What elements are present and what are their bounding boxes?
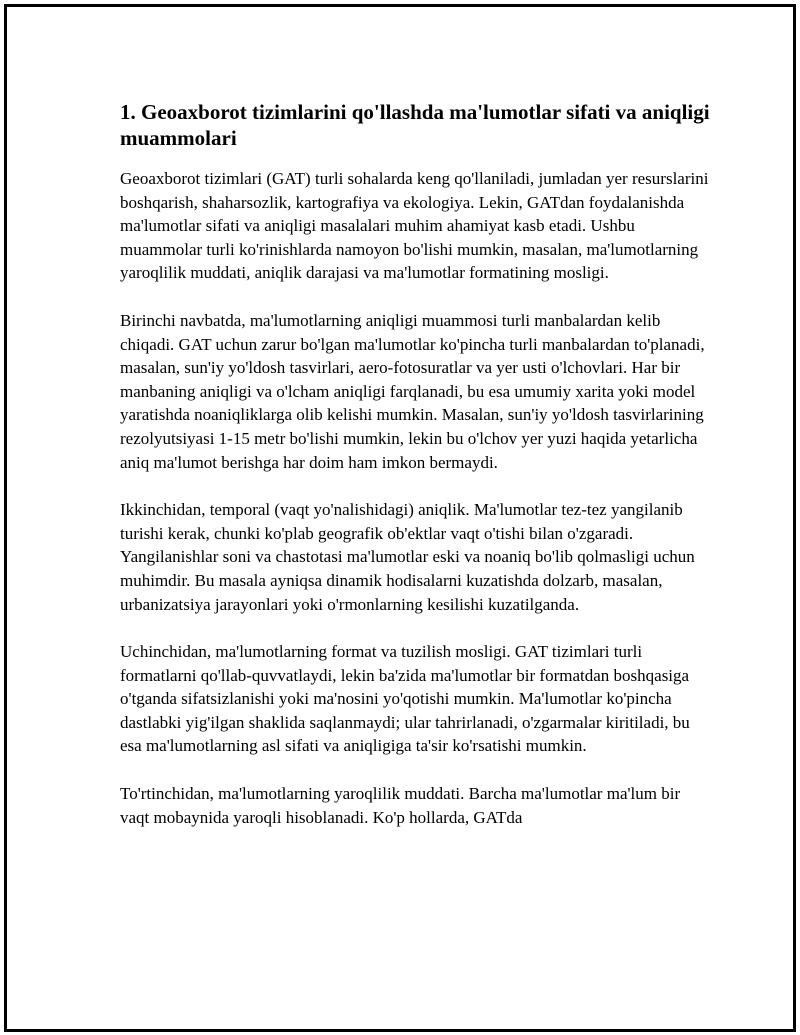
paragraph-first-point: Birinchi navbatda, ma'lumotlarning aniqligi muammosi turli manbalardan kelib chiqadi. GAT uchun zarur bo'lgan ma'lumotlar ko'pincha turli manbalardan to'planadi, masalan, sun'iy yo'ldosh tasvirlari, aero-fotosuratlar va yer usti o'lchovlari. Har bir manbaning aniqligi va o'lcham aniqligi farqlanadi, bu esa umumiy xarita yoki model yaratishda noaniqliklarga olib kelishi mumkin. Masalan, sun'iy yo'ldosh tasvirlarining rezolyutsiyasi 1-15 metr bo'lishi mumkin, lekin bu o'lchov yer yuzi haqida yetarlicha aniq ma'lumot berishga har doim ham imkon bermaydi. [120, 310, 705, 472]
document-body [120, 99, 710, 853]
section-heading: 1. Geoaxborot tizimlarini qo'llashda ma'lumotlar sifati va aniqligi muammolari [120, 100, 710, 150]
paragraph-fourth-point: To'rtinchidan, ma'lumotlarning yaroqlilik muddati. Barcha ma'lumotlar ma'lum bir vaqt mobaynida yaroqli hisoblanadi. Ko'p hollarda, GATda [120, 784, 681, 827]
paragraph-intro: Geoaxborot tizimlari (GAT) turli sohalarda keng qo'llaniladi, jumladan yer resurslarini boshqarish, shaharsozlik, kartografiya va ekologiya. Lekin, GATdan foydalanishda ma'lumotlar sifati va aniqligi masalalari muhim ahamiyat kasb etadi. Ushbu muammolar turli ko'rinishlarda namoyon bo'lishi mumkin, masalan, ma'lumotlarning yaroqlilik muddati, aniqlik darajasi va ma'lumotlar formatining mosligi. [120, 169, 709, 283]
page-frame [4, 4, 796, 1032]
paragraph-second-point: Ikkinchidan, temporal (vaqt yo'nalishidagi) aniqlik. Ma'lumotlar tez-tez yangilanib turishi kerak, chunki ko'plab geografik ob'ektlar vaqt o'tishi bilan o'zgaradi. Yangilanishlar soni va chastotasi ma'lumotlar eski va noaniq bo'lib qolmasligi uchun muhimdir. Bu masala ayniqsa dinamik hodisalarni kuzatishda dolzarb, masalan, urbanizatsiya jarayonlari yoki o'rmonlarning kesilishi kuzatilganda. [120, 500, 695, 614]
paragraph-third-point: Uchinchidan, ma'lumotlarning format va tuzilish mosligi. GAT tizimlari turli formatlarni qo'llab-quvvatlaydi, lekin ba'zida ma'lumotlar bir formatdan boshqasiga o'tganda sifatsizlanishi yoki ma'nosini yo'qotishi mumkin. Ma'lumotlar ko'pincha dastlabki yig'ilgan shaklida saqlanmaydi; ular tahrirlanadi, o'zgarmalar kiritiladi, bu esa ma'lumotlarning asl sifati va aniqligiga ta'sir ko'rsatishi mumkin. [120, 642, 690, 756]
